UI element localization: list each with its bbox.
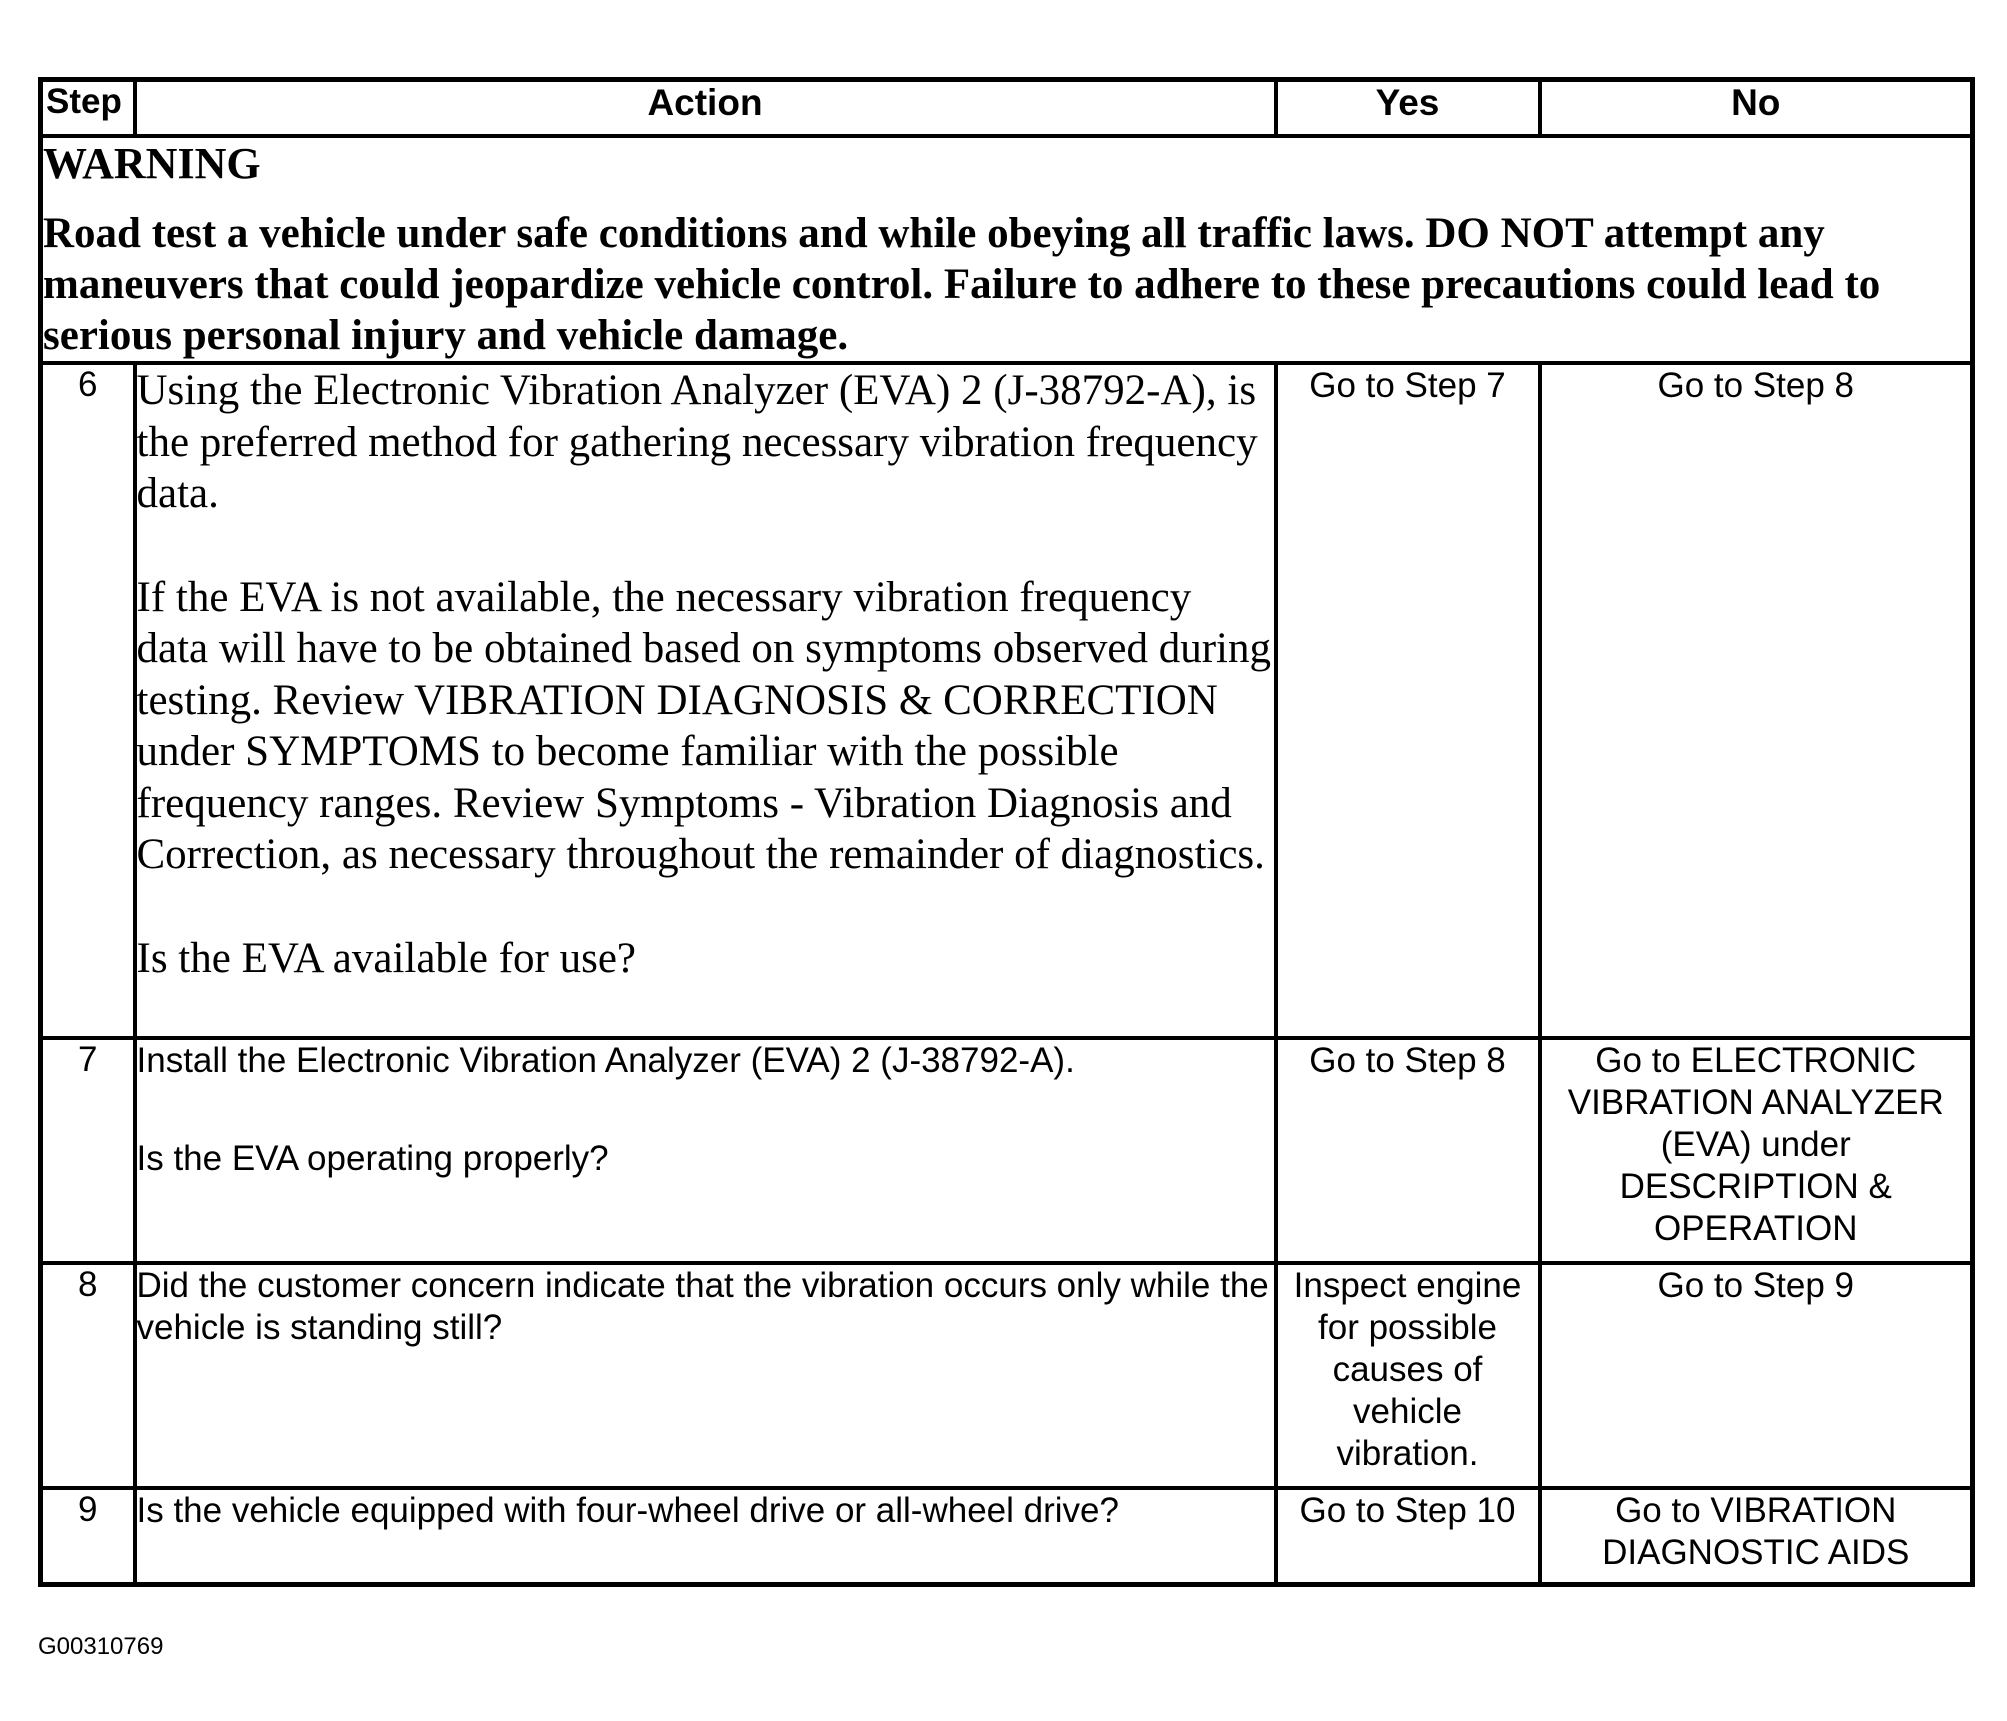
no-result: Go to ELECTRONIC VIBRATION ANALYZER (EVA) under DESCRIPTION & OPERATION [1540,1038,1973,1263]
warning-text: Road test a vehicle under safe conditions and while obeying all traffic laws. DO NOT attempt any maneuvers that could jeopardize vehicle control. Failure to adhere to these precautions could lead to serious personal injury and vehicle damage. [43,210,1881,359]
table-row [41,1038,1973,1263]
no-result: Go to Step 8 [1540,363,1973,1038]
step-number: 9 [41,1488,135,1585]
figure-id: G00310769 [38,1633,164,1660]
step-number: 7 [41,1038,135,1263]
step-column-header: Step [41,80,135,137]
action-cell [135,1263,1276,1488]
yes-column-header: Yes [1276,80,1540,137]
step-number: 6 [41,363,135,1038]
header-row [41,80,1973,137]
action-question: Is the EVA operating properly? [136,1139,609,1178]
no-result: Go to VIBRATION DIAGNOSTIC AIDS [1540,1488,1973,1585]
yes-result: Inspect engine for possible causes of vehicle vibration. [1276,1263,1540,1488]
action-text: Install the Electronic Vibration Analyzer (EVA) 2 (J-38792-A). [136,1041,1075,1080]
action-question: Is the EVA available for use? [136,934,637,982]
yes-result: Go to Step 10 [1276,1488,1540,1585]
action-column-header: Action [135,80,1276,137]
action-cell [135,1488,1276,1585]
warning-title: WARNING [43,139,261,188]
no-result: Go to Step 9 [1540,1263,1973,1488]
table-row [41,1488,1973,1585]
action-cell [135,1038,1276,1263]
table-row [41,363,1973,1038]
yes-result: Go to Step 7 [1276,363,1540,1038]
no-column-header: No [1540,80,1973,137]
step-number: 8 [41,1263,135,1488]
action-text: If the EVA is not available, the necessary vibration frequency data will have to be obtained based on symptoms observed during testing. Review VIBRATION DIAGNOSIS & CORRECTION under SYMPTOMS to become familiar with the possible frequency ranges. Review Symptoms - Vibration Diagnosis and Correction, as necessary throughout the remainder of diagnostics. [136,573,1271,878]
warning-cell [41,136,1973,363]
action-question: Is the vehicle equipped with four-wheel drive or all-wheel drive? [136,1491,1119,1530]
action-text: Using the Electronic Vibration Analyzer (EVA) 2 (J-38792-A), is the preferred method for gathering necessary vibration frequency data. [136,367,1258,517]
diagnostic-table [38,77,1975,1587]
table-row [41,1263,1973,1488]
yes-result: Go to Step 8 [1276,1038,1540,1263]
action-question: Did the customer concern indicate that the vibration occurs only while the vehicle is standing still? [136,1266,1269,1347]
warning-row [41,136,1973,363]
action-cell [135,363,1276,1038]
